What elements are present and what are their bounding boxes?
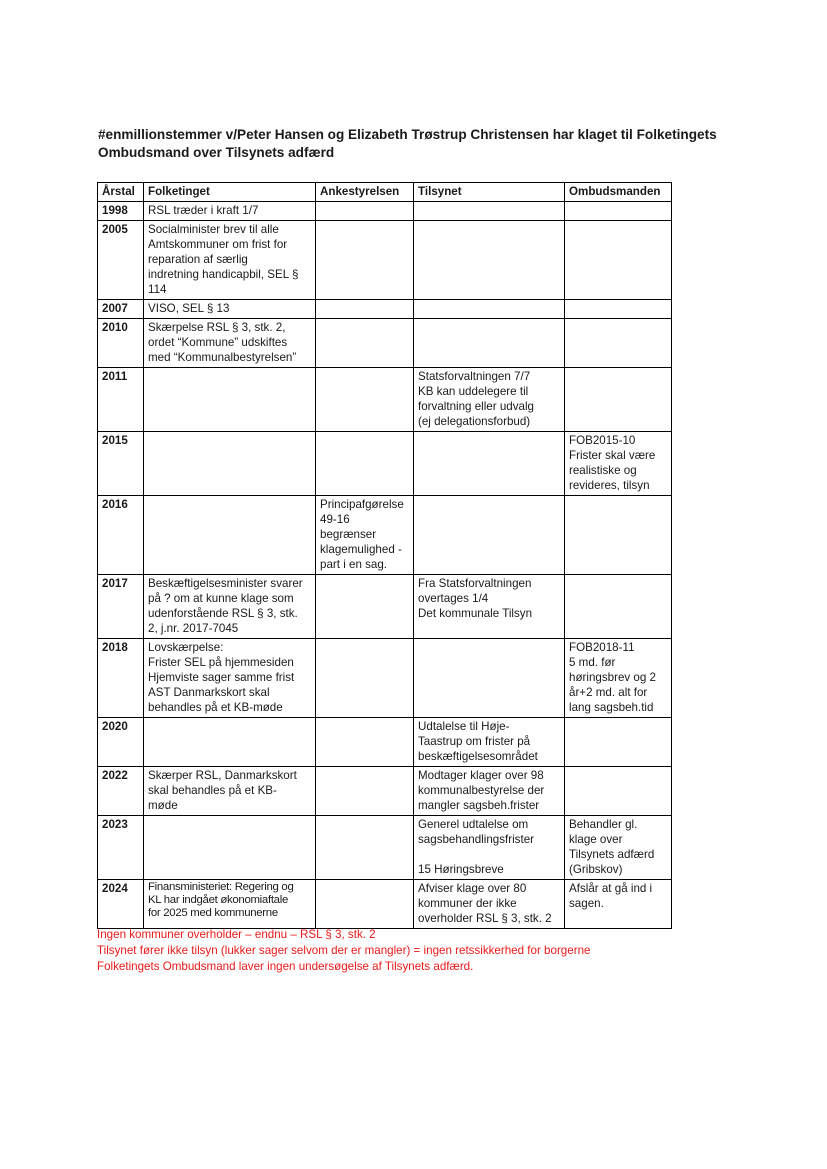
cell-line: lang sagsbeh.tid (569, 701, 654, 714)
cell-line: klage over (569, 833, 623, 846)
cell-line: Generel udtalelse om (418, 818, 529, 831)
tilsynet-cell (414, 368, 565, 432)
cell-line: med “Kommunalbestyrelsen” (148, 351, 297, 364)
folketinget-cell (144, 432, 316, 496)
cell-line: part i en sag. (320, 558, 388, 571)
cell-line: overholder RSL § 3, stk. 2 (418, 912, 552, 925)
tilsynet-cell (414, 496, 565, 575)
table-row (98, 816, 672, 880)
ankestyrelsen-cell (316, 496, 414, 575)
cell-line: mangler sagsbeh.frister (418, 799, 540, 812)
table-row (98, 496, 672, 575)
cell-line: reparation af særlig (148, 253, 248, 266)
cell-line: ordet “Kommune” udskiftes (148, 336, 288, 349)
folketinget-cell (144, 575, 316, 639)
folketinget-cell (144, 718, 316, 767)
cell-line: kommuner der ikke (418, 897, 517, 910)
ombudsmanden-cell (565, 575, 672, 639)
ombudsmanden-cell (565, 319, 672, 368)
tilsynet-cell (414, 639, 565, 718)
cell-line: Afviser klage over 80 (418, 882, 527, 895)
ankestyrelsen-cell (316, 880, 414, 929)
cell-line: sagsbehandlingsfrister (418, 833, 535, 846)
footer-note: Folketingets Ombudsmand laver ingen undersøgelse af Tilsynets adfærd. (97, 960, 474, 973)
ankestyrelsen-cell (316, 202, 414, 221)
cell-line: Skærpelse RSL § 3, stk. 2, (148, 321, 286, 334)
table-row (98, 718, 672, 767)
ombudsmanden-cell (565, 496, 672, 575)
tilsynet-cell (414, 880, 565, 929)
cell-line: Hjemviste sager samme frist (148, 671, 295, 684)
year-cell: 2022 (98, 767, 144, 816)
cell-line: 49-16 (320, 513, 350, 526)
cell-line: Lovskærpelse: (148, 641, 224, 654)
tilsynet-cell (414, 300, 565, 319)
table-row (98, 880, 672, 929)
cell-line: revideres, tilsyn (569, 479, 650, 492)
folketinget-cell (144, 319, 316, 368)
table-row (98, 767, 672, 816)
year-cell: 2015 (98, 432, 144, 496)
cell-line: forvaltning eller udvalg (418, 400, 535, 413)
ankestyrelsen-cell (316, 575, 414, 639)
ombudsmanden-cell (565, 300, 672, 319)
cell-line: beskæftigelsesområdet (418, 750, 538, 763)
cell-line: RSL træder i kraft 1/7 (148, 204, 259, 217)
table-body (98, 202, 672, 929)
cell-line: Beskæftigelsesminister svarer (148, 577, 303, 590)
tilsynet-cell (414, 432, 565, 496)
cell-line: Det kommunale Tilsyn (418, 607, 533, 620)
cell-line: 114 (148, 283, 167, 296)
folketinget-cell (144, 880, 316, 929)
cell-line: Frister skal være (569, 449, 656, 462)
year-cell: 2024 (98, 880, 144, 929)
cell-line: KL har indgået økonomiaftale (148, 894, 288, 906)
header-year: Årstal (98, 183, 144, 202)
cell-line: skal behandles på et KB- (148, 784, 277, 797)
header-ankestyrelsen: Ankestyrelsen (316, 183, 414, 202)
cell-line: Behandler gl. (569, 818, 638, 831)
cell-line: Fra Statsforvaltningen (418, 577, 532, 590)
cell-line: på ? om at kunne klage som (148, 592, 294, 605)
table-header-row (98, 183, 672, 202)
ombudsmanden-cell (565, 718, 672, 767)
ombudsmanden-cell (565, 432, 672, 496)
cell-line: sagen. (569, 897, 604, 910)
ankestyrelsen-cell (316, 767, 414, 816)
cell-line: AST Danmarkskort skal (148, 686, 270, 699)
folketinget-cell (144, 300, 316, 319)
table-row (98, 221, 672, 300)
cell-line: kommunalbestyrelse der (418, 784, 545, 797)
cell-line: høringsbrev og 2 (569, 671, 656, 684)
ombudsmanden-cell (565, 202, 672, 221)
ankestyrelsen-cell (316, 816, 414, 880)
year-cell: 2010 (98, 319, 144, 368)
header-ombudsmanden: Ombudsmanden (565, 183, 672, 202)
cell-line: overtages 1/4 (418, 592, 489, 605)
tilsynet-cell (414, 202, 565, 221)
cell-line: Taastrup om frister på (418, 735, 531, 748)
year-cell: 2007 (98, 300, 144, 319)
cell-line: for 2025 med kommunerne (148, 907, 278, 919)
cell-line: klagemulighed - (320, 543, 402, 556)
document-title: #enmillionstemmer v/Peter Hansen og Elizabeth Trøstrup Christensen har klaget til Folketingets Ombudsmand over Tilsynets adfærd (98, 127, 717, 160)
cell-line: Frister SEL på hjemmesiden (148, 656, 294, 669)
table-row (98, 575, 672, 639)
cell-line: behandles på et KB-møde (148, 701, 283, 714)
cell-line: FOB2018-11 (569, 641, 635, 654)
ombudsmanden-cell (565, 767, 672, 816)
cell-line: Skærper RSL, Danmarkskort (148, 769, 297, 782)
year-cell: 2018 (98, 639, 144, 718)
cell-line: begrænser (320, 528, 377, 541)
tilsynet-cell (414, 319, 565, 368)
year-cell: 2020 (98, 718, 144, 767)
year-cell: 2017 (98, 575, 144, 639)
folketinget-cell (144, 767, 316, 816)
ombudsmanden-cell (565, 880, 672, 929)
ankestyrelsen-cell (316, 639, 414, 718)
cell-line: indretning handicapbil, SEL § (148, 268, 299, 281)
cell-line: Socialminister brev til alle (148, 223, 279, 236)
cell-line: FOB2015-10 (569, 434, 636, 447)
ombudsmanden-cell (565, 221, 672, 300)
timeline-table (97, 182, 672, 929)
year-cell: 1998 (98, 202, 144, 221)
folketinget-cell (144, 368, 316, 432)
footer-note: Ingen kommuner overholder – endnu – RSL § 3, stk. 2 (97, 928, 376, 941)
cell-line: Principafgørelse (320, 498, 404, 511)
cell-line: år+2 md. alt for (569, 686, 648, 699)
table-row (98, 202, 672, 221)
cell-line: realistiske og (569, 464, 637, 477)
cell-line: 5 md. før (569, 656, 616, 669)
cell-line: udenforstående RSL § 3, stk. (148, 607, 298, 620)
cell-line: (ej delegationsforbud) (418, 415, 531, 428)
ombudsmanden-cell (565, 816, 672, 880)
year-cell: 2023 (98, 816, 144, 880)
tilsynet-cell (414, 575, 565, 639)
year-cell: 2011 (98, 368, 144, 432)
ombudsmanden-cell (565, 368, 672, 432)
cell-line: møde (148, 799, 178, 812)
tilsynet-cell (414, 221, 565, 300)
table-row (98, 319, 672, 368)
folketinget-cell (144, 639, 316, 718)
ankestyrelsen-cell (316, 368, 414, 432)
folketinget-cell (144, 816, 316, 880)
footer-note: Tilsynet fører ikke tilsyn (lukker sager selvom der er mangler) = ingen retssikkerhed for borgerne (97, 944, 591, 957)
cell-line: Tilsynets adfærd (569, 848, 655, 861)
cell-line: VISO, SEL § 13 (148, 302, 230, 315)
cell-line: (Gribskov) (569, 863, 623, 876)
year-cell: 2005 (98, 221, 144, 300)
cell-line: Finansministeriet: Regering og (148, 881, 294, 893)
ombudsmanden-cell (565, 639, 672, 718)
ankestyrelsen-cell (316, 221, 414, 300)
tilsynet-cell (414, 767, 565, 816)
table-row (98, 368, 672, 432)
table-row (98, 432, 672, 496)
ankestyrelsen-cell (316, 432, 414, 496)
header-tilsynet: Tilsynet (414, 183, 565, 202)
cell-line: 15 Høringsbreve (418, 863, 504, 876)
cell-line: Afslår at gå ind i (569, 882, 653, 895)
cell-line: Amtskommuner om frist for (148, 238, 288, 251)
folketinget-cell (144, 221, 316, 300)
header-folketinget: Folketinget (144, 183, 316, 202)
cell-line: Statsforvaltningen 7/7 (418, 370, 531, 383)
folketinget-cell (144, 496, 316, 575)
tilsynet-cell (414, 718, 565, 767)
ankestyrelsen-cell (316, 319, 414, 368)
tilsynet-cell (414, 816, 565, 880)
footer-notes (97, 927, 590, 975)
ankestyrelsen-cell (316, 718, 414, 767)
year-cell: 2016 (98, 496, 144, 575)
cell-line: 2, j.nr. 2017-7045 (148, 622, 239, 635)
table-row (98, 639, 672, 718)
folketinget-cell (144, 202, 316, 221)
table-row (98, 300, 672, 319)
cell-line: Udtalelse til Høje- (418, 720, 510, 733)
cell-line: KB kan uddelegere til (418, 385, 529, 398)
ankestyrelsen-cell (316, 300, 414, 319)
cell-line: Modtager klager over 98 (418, 769, 544, 782)
